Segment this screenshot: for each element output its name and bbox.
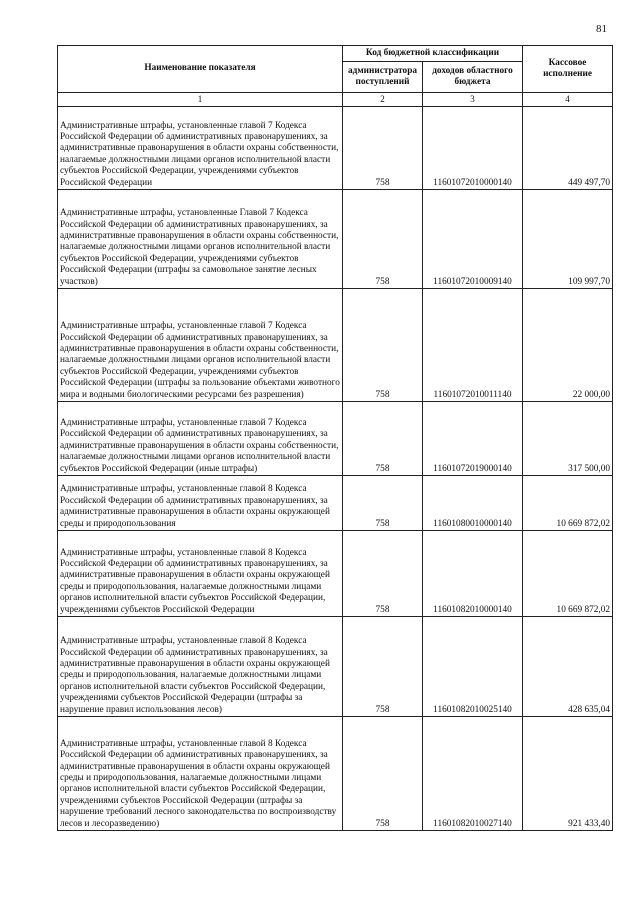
column-number: 4 [523,93,613,107]
column-number: 2 [343,93,423,107]
table-row [58,531,613,617]
table-row [58,107,613,190]
column-number: 1 [58,93,343,107]
row-description: Административные штрафы, установленные главой 8 Кодекса Российской Федерации об административных правонарушениях, за административные правонарушения в области охраны окружающей среды и природопользования, налагаемые должностными лицами органов исполнительной власти субъектов Российской Федерации, учреждениями субъектов Российской Федерации (штрафы за нарушение правил использования лесов) [58,617,343,717]
row-admin-code: 758 [343,476,423,531]
table-row [58,289,613,402]
row-amount: 428 635,04 [523,617,613,717]
table-header [58,46,613,107]
table-row [58,402,613,476]
row-revenue-code: 11601072010009140 [423,190,523,289]
row-revenue-code: 11601082010000140 [423,531,523,617]
row-amount: 921 433,40 [523,717,613,831]
row-admin-code: 758 [343,190,423,289]
row-description: Административные штрафы, установленные главой 8 Кодекса Российской Федерации об административных правонарушениях, за административные правонарушения в области охраны окружающей среды и природопользования [58,476,343,531]
table-row [58,190,613,289]
row-revenue-code: 11601072010000140 [423,107,523,190]
row-description: Административные штрафы, установленные главой 8 Кодекса Российской Федерации об административных правонарушениях, за административные правонарушения в области охраны окружающей среды и природопользования, налагаемые должностными лицами органов исполнительной власти субъектов Российской Федерации, учреждениями субъектов Российской Федерации (штрафы за нарушение требований лесного законодательства по воспроизводству лесов и лесоразведению) [58,717,343,831]
table-body [58,107,613,831]
header-revenue-code: доходов областного бюджета [423,62,523,93]
row-amount: 317 500,00 [523,402,613,476]
table-row [58,717,613,831]
row-amount: 22 000,00 [523,289,613,402]
row-revenue-code: 11601080010000140 [423,476,523,531]
row-description: Административные штрафы, установленные Главой 7 Кодекса Российской Федерации об административных правонарушениях, за административные правонарушения в области охраны собственности, налагаемые должностными лицами органов исполнительной власти субъектов Российской Федерации, учреждениями субъектов Российской Федерации (штрафы за самовольное занятие лесных участков) [58,190,343,289]
row-admin-code: 758 [343,289,423,402]
header-indicator-name: Наименование показателя [58,46,343,93]
row-amount: 109 997,70 [523,190,613,289]
page-number: 81 [596,23,607,35]
row-revenue-code: 11601072019000140 [423,402,523,476]
row-admin-code: 758 [343,531,423,617]
row-admin-code: 758 [343,717,423,831]
row-amount: 449 497,70 [523,107,613,190]
row-description: Административные штрафы, установленные главой 7 Кодекса Российской Федерации об административных правонарушениях, за административные правонарушения в области охраны собственности, налагаемые должностными лицами органов исполнительной власти субъектов Российской Федерации, учреждениями субъектов Российской Федерации (штрафы за пользование объектами животного мира и водными биологическими ресурсами без разрешения) [58,289,343,402]
row-amount: 10 669 872,02 [523,476,613,531]
row-admin-code: 758 [343,617,423,717]
table-row [58,476,613,531]
row-amount: 10 669 872,02 [523,531,613,617]
row-revenue-code: 11601082010025140 [423,617,523,717]
row-revenue-code: 11601072010011140 [423,289,523,402]
row-description: Административные штрафы, установленные главой 7 Кодекса Российской Федерации об административных правонарушениях, за административные правонарушения в области охраны собственности, налагаемые должностными лицами органов исполнительной власти субъектов Российской Федерации, учреждениями субъектов Российской Федерации [58,107,343,190]
header-cash-execution: Кассовое исполнение [523,46,613,93]
budget-revenue-table [57,45,613,831]
row-description: Административные штрафы, установленные главой 8 Кодекса Российской Федерации об административных правонарушениях, за административные правонарушения в области охраны окружающей среды и природопользования, налагаемые должностными лицами органов исполнительной власти субъектов Российской Федерации, учреждениями субъектов Российской Федерации [58,531,343,617]
table-row [58,617,613,717]
row-revenue-code: 11601082010027140 [423,717,523,831]
row-admin-code: 758 [343,107,423,190]
row-description: Административные штрафы, установленные главой 7 Кодекса Российской Федерации об административных правонарушениях, за административные правонарушения в области охраны собственности, налагаемые должностными лицами органов исполнительной власти субъектов Российской Федерации (иные штрафы) [58,402,343,476]
column-number-row [58,93,613,107]
header-admin-code: администратора поступлений [343,62,423,93]
column-number: 3 [423,93,523,107]
row-admin-code: 758 [343,402,423,476]
header-classification-group: Код бюджетной классификации [343,46,523,62]
